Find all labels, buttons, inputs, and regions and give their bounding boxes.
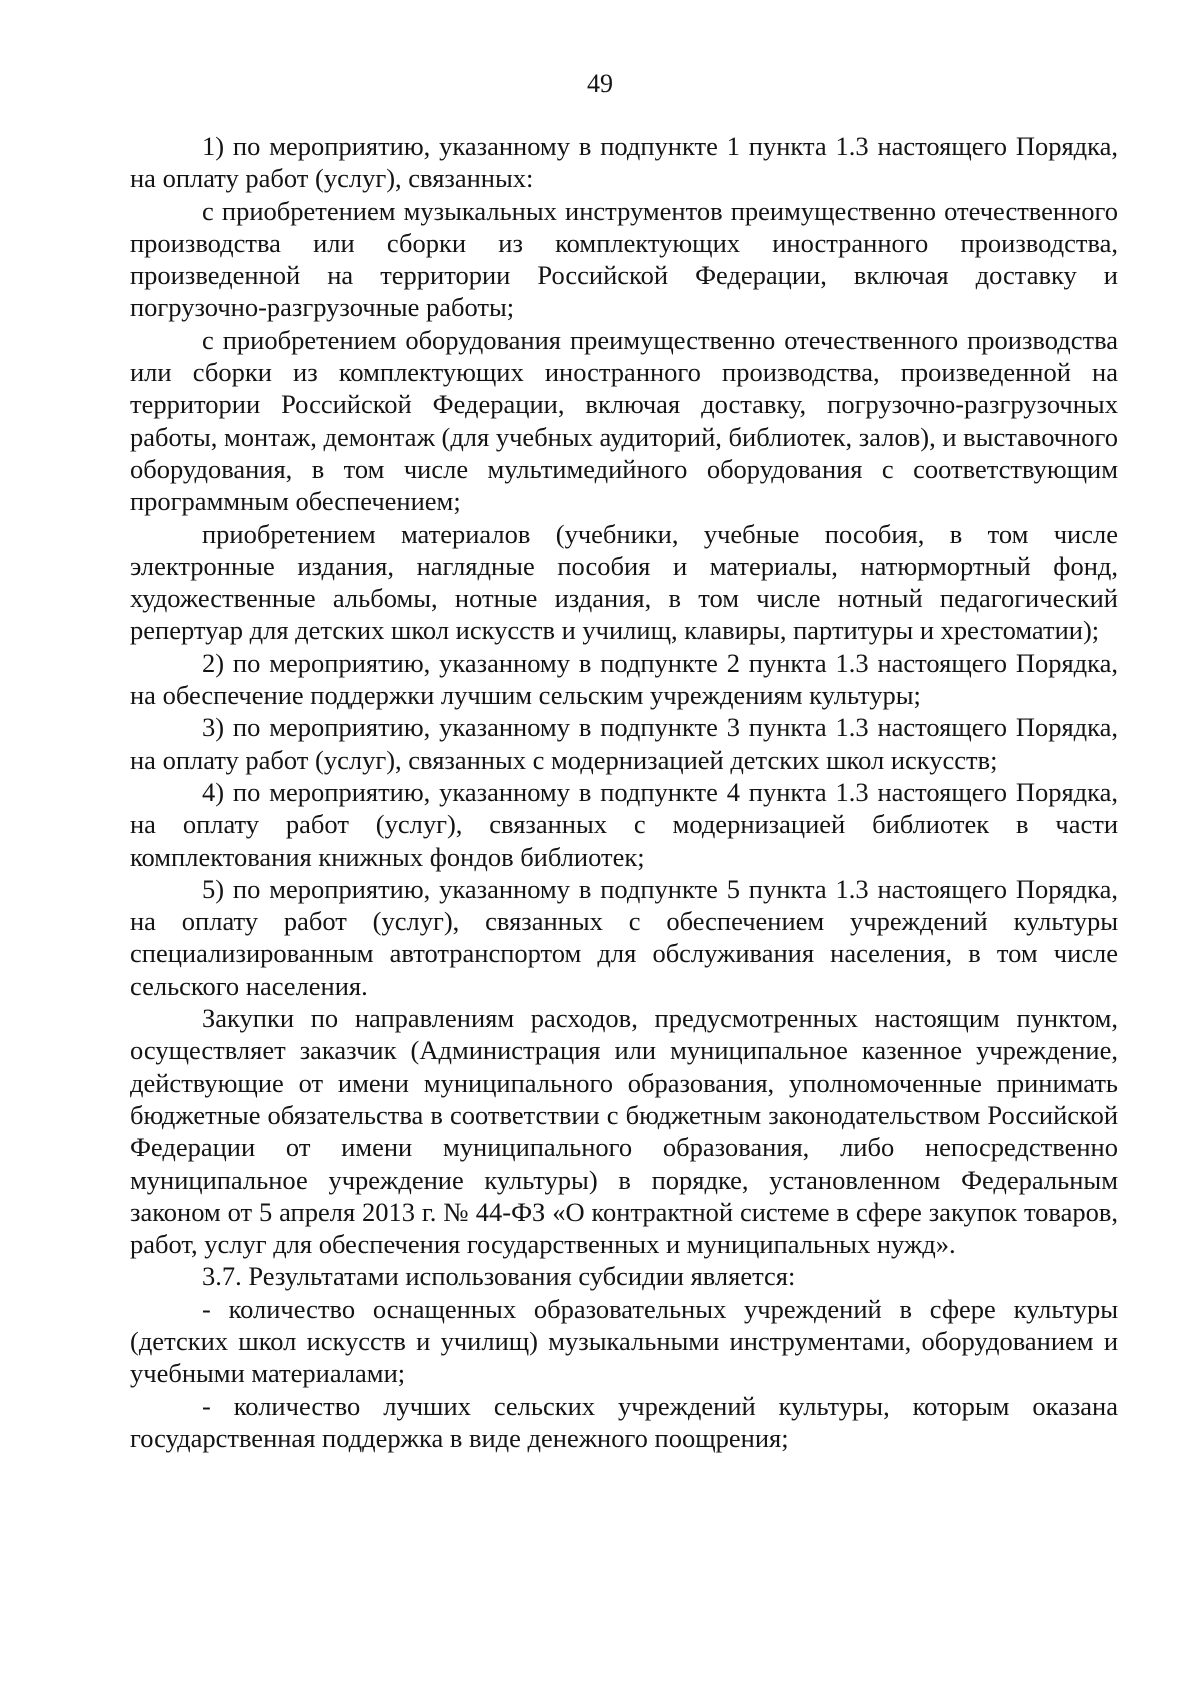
page-number: 49: [587, 69, 613, 98]
paragraph-item-1-services: 1) по мероприятию, указанному в подпункте 1 пункта 1.3 настоящего Порядка, на оплату работ (услуг), связанных:: [130, 131, 1118, 194]
paragraph-materials: приобретением материалов (учебники, учебные пособия, в том числе электронные издания, наглядные пособия и материалы, натюрмортный фонд, художественные альбомы, нотные издания, в том числе нотный педагогический репертуар для детских школ искусств и училищ, клавиры, партитуры и хрестоматии);: [130, 518, 1118, 646]
paragraph-result-rural-institutions: - количество лучших сельских учреждений культуры, которым оказана государственная поддержка в виде денежного поощрения;: [130, 1390, 1118, 1453]
paragraph-procurement: Закупки по направлениям расходов, предусмотренных настоящим пунктом, осуществляет заказчик (Администрация или муниципальное казенное учреждение, действующие от имени муниципального образования, уполномоченные принимать бюджетные обязательства в соответствии с бюджетным законодательством Российской Федерации от имени муниципального образования, либо непосредственно муниципальное учреждение культуры) в порядке, установленном Федеральным законом от 5 апреля 2013 г. № 44-ФЗ «О контрактной системе в сфере закупок товаров, работ, услуг для обеспечения государственных и муниципальных нужд».: [130, 1003, 1118, 1260]
paragraph-musical-instruments: с приобретением музыкальных инструментов преимущественно отечественного производства или сборки из комплектующих иностранного производства, произведенной на территории Российской Федерации, включая доставку и погрузочно-разгрузочные работы;: [130, 195, 1118, 323]
paragraph-item-4: 4) по мероприятию, указанному в подпункте 4 пункта 1.3 настоящего Порядка, на оплату работ (услуг), связанных с модернизацией библиотек в части комплектования книжных фондов библиотек;: [130, 776, 1118, 872]
paragraph-item-3: 3) по мероприятию, указанному в подпункте 3 пункта 1.3 настоящего Порядка, на оплату работ (услуг), связанных с модернизацией детских школ искусств;: [130, 712, 1118, 775]
paragraph-result-equipped-institutions: - количество оснащенных образовательных учреждений в сфере культуры (детских школ искусств и училищ) музыкальными инструментами, оборудованием и учебными материалами;: [130, 1293, 1118, 1389]
paragraph-item-5: 5) по мероприятию, указанному в подпункте 5 пункта 1.3 настоящего Порядка, на оплату работ (услуг), связанных с обеспечением учреждений культуры специализированным автотранспортом для обслуживания населения, в том числе сельского населения.: [130, 873, 1118, 1001]
paragraph-section-3-7: 3.7. Результатами использования субсидии является:: [202, 1261, 796, 1292]
paragraph-item-2: 2) по мероприятию, указанному в подпункте 2 пункта 1.3 настоящего Порядка, на обеспечение поддержки лучшим сельским учреждениям культуры;: [130, 647, 1118, 711]
paragraph-equipment: с приобретением оборудования преимущественно отечественного производства или сборки из комплектующих иностранного производства, произведенной на территории Российской Федерации, включая доставку, погрузочно-разгрузочных работы, монтаж, демонтаж (для учебных аудиторий, библиотек, залов), и выставочного оборудования, в том числе мультимедийного оборудования с соответствующим программным обеспечением;: [130, 324, 1118, 517]
document-body: [130, 130, 1118, 1454]
